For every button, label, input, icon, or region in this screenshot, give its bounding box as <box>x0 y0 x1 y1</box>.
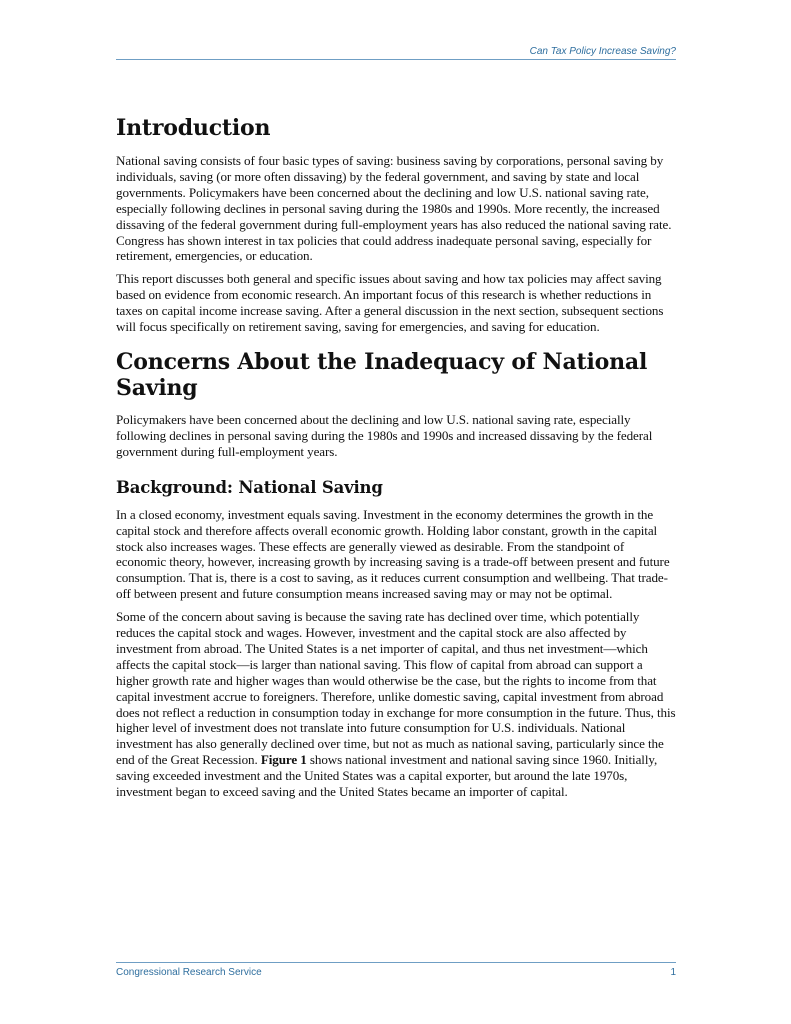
header-rule <box>116 59 676 60</box>
background-heading: Background: National Saving <box>116 477 383 497</box>
figure-1-reference: Figure 1 <box>260 752 307 768</box>
background-paragraph-1: In a closed economy, investment equals saving. Investment in the economy determines the growth in the capital stock and therefore affects overall economic growth. Holding labor constant, growth in the capital stock also increases wages. These effects are generally viewed as desirable. From the standpoint of economic theory, however, increasing growth by increasing saving is a trade-off between present and future consumption. That is, there is a cost to saving, as it reduces current consumption and wellbeing. That trade-off between present and future consumption means increased saving may or may not be optimal. <box>116 506 670 602</box>
concerns-paragraph-1: Policymakers have been concerned about the declining and low U.S. national saving rate, especially following declines in personal saving during the 1980s and 1990s and increased dissaving by the federal government during full-employment years. <box>116 411 653 459</box>
introduction-paragraph-1: National saving consists of four basic types of saving: business saving by corporations, personal saving by individuals, saving (or more often dissaving) by the federal government, and saving by state and local governments. Policymakers have been concerned about the declining and low U.S. national saving rate, especially following declines in personal saving during the 1980s and 1990s. More recently, the increased dissaving of the federal government during full-employment years has also reduced the national saving rate. Congress has shown interest in tax policies that could address inadequate personal saving, especially for retirement, emergencies, or education. <box>116 153 672 264</box>
running-header-title: Can Tax Policy Increase Saving? <box>529 46 676 57</box>
footer-source: Congressional Research Service <box>116 967 262 978</box>
introduction-paragraph-2: This report discusses both general and specific issues about saving and how tax policies may affect saving based on evidence from economic research. An important focus of this research is whether reductions in taxes on capital income increase saving. After a general discussion in the next section, subsequent sections will focus specifically on retirement saving, saving for emergencies, and saving for education. <box>116 271 664 335</box>
background-paragraph-2-text-b: shows national investment and national saving since 1960. Initially, saving exceeded investment and the United States was a capital exporter, but around the late 1970s, investment began to exceed saving and the United States became an importer of capital. <box>116 752 658 800</box>
footer-rule <box>116 962 676 963</box>
page-body <box>116 112 676 807</box>
introduction-heading: Introduction <box>116 115 271 141</box>
page-number: 1 <box>670 967 676 978</box>
background-paragraph-2 <box>116 609 676 800</box>
concerns-heading: Concerns About the Inadequacy of National Saving <box>116 348 648 401</box>
background-paragraph-2-text-a: Some of the concern about saving is because the saving rate has declined over time, which potentially reduces the capital stock and wages. However, investment and the capital stock are also affected by investment from abroad. The United States is a net importer of capital, and thus net investment—which affects the capital stock—is larger than national saving. This flow of capital from abroad can support a higher growth rate and higher wages than would otherwise be the case, but the rights to income from that capital investment accrue to foreigners. Therefore, unlike domestic saving, capital investment from abroad does not reflect a reduction in consumption today in exchange for more consumption in the future. Thus, this higher level of investment does not translate into future consumption for U.S. individuals. National investment has also generally declined over time, but not as much as national saving, particularly since the end of the Great Recession. <box>116 609 676 768</box>
